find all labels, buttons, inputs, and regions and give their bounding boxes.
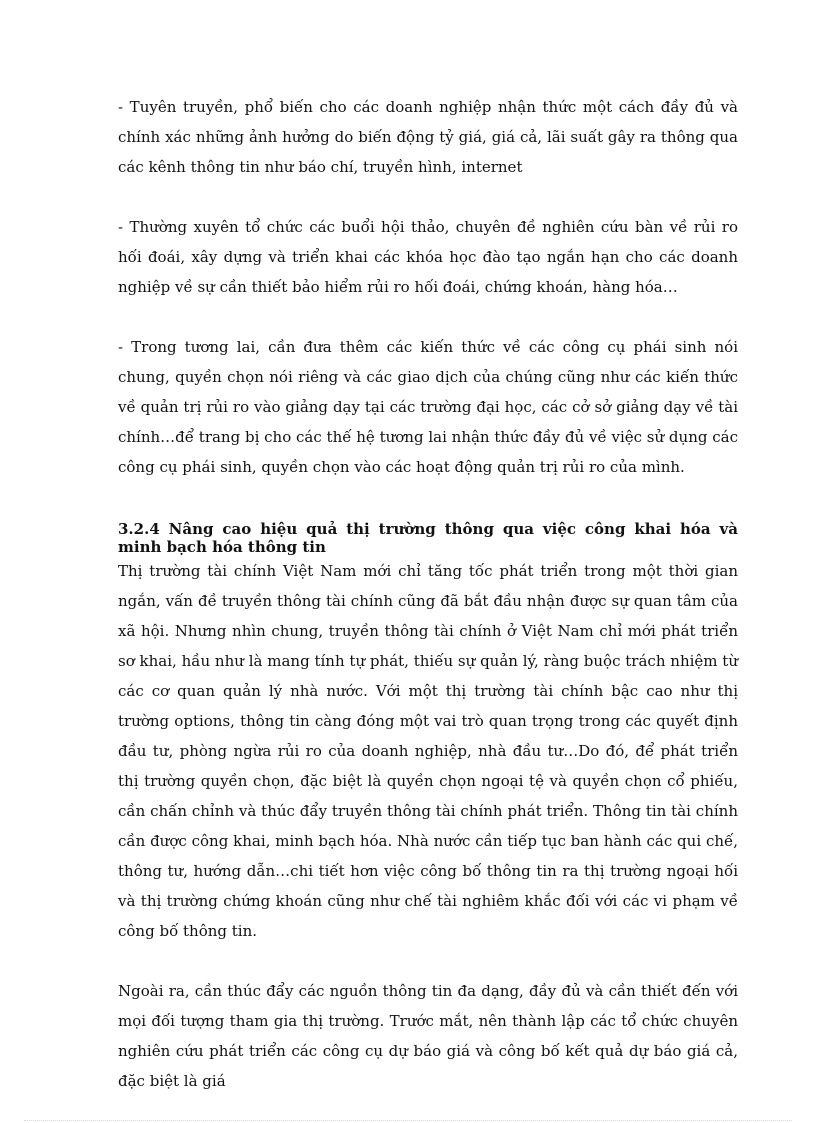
paragraph-education: - Trong tương lai, cần đưa thêm các kiến thức về các công cụ phái sinh nói chung, quyền chọn nói riêng và các giao dịch của chúng cũng như các kiến thức về quản trị rủi ro vào giảng dạy tại các trường đại học, các cở sở giảng dạy về tài chính…để trang bị cho các thế hệ tương lai nhận thức đầy đủ về việc sử dụng các công cụ phái sinh, quyền chọn vào các hoạt động quản trị rủi ro của mình.	[118, 338, 738, 476]
document-body	[118, 92, 738, 1096]
paragraph-information-sources: Ngoài ra, cần thúc đẩy các nguồn thông tin đa dạng, đầy đủ và cần thiết đến với mọi đối tượng tham gia thị trường. Trước mắt, nên thành lập các tổ chức chuyên nghiên cứu phát triển các công cụ dự báo giá và công bố kết quả dự báo giá cả, đặc biệt là giá	[118, 982, 738, 1090]
page-bottom-divider	[24, 1120, 792, 1121]
paragraph-propaganda: - Tuyên truyền, phổ biến cho các doanh nghiệp nhận thức một cách đầy đủ và chính xác những ảnh hưởng do biến động tỷ giá, giá cả, lãi suất gây ra thông qua các kênh thông tin như báo chí, truyền hình, internet	[118, 98, 738, 176]
paragraph-market-info: Thị trường tài chính Việt Nam mới chỉ tăng tốc phát triển trong một thời gian ngắn, vấn đề truyền thông tài chính cũng đã bắt đầu nhận được sự quan tâm của xã hội. Nhưng nhìn chung, truyền thông tài chính ở Việt Nam chỉ mới phát triển sơ khai, hầu như là mang tính tự phát, thiếu sự quản lý, ràng buộc trách nhiệm từ các cơ quan quản lý nhà nước. Với một thị trường tài chính bậc cao như thị trường options, thông tin càng đóng một vai trò quan trọng trong các quyết định đầu tư, phòng ngừa rủi ro của doanh nghiệp, nhà đầu tư…Do đó, để phát triển thị trường quyền chọn, đặc biệt là quyền chọn ngoại tệ và quyền chọn cổ phiếu, cần chấn chỉnh và thúc đẩy truyền thông tài chính phát triển. Thông tin tài chính cần được công khai, minh bạch hóa. Nhà nước cần tiếp tục ban hành các qui chế, thông tư, hướng dẫn…chi tiết hơn việc công bố thông tin ra thị trường ngoại hối và thị trường chứng khoán cũng như chế tài nghiêm khắc đối với các vi phạm về công bố thông tin.	[118, 562, 738, 940]
paragraph-workshops: - Thường xuyên tổ chức các buổi hội thảo, chuyên đề nghiên cứu bàn về rủi ro hối đoái, xây dựng và triển khai các khóa học đào tạo ngắn hạn cho các doanh nghiệp về sự cần thiết bảo hiểm rủi ro hối đoái, chứng khoán, hàng hóa…	[118, 218, 738, 296]
section-heading: 3.2.4 Nâng cao hiệu quả thị trường thông qua việc công khai hóa và minh bạch hóa thông tin	[118, 520, 738, 556]
